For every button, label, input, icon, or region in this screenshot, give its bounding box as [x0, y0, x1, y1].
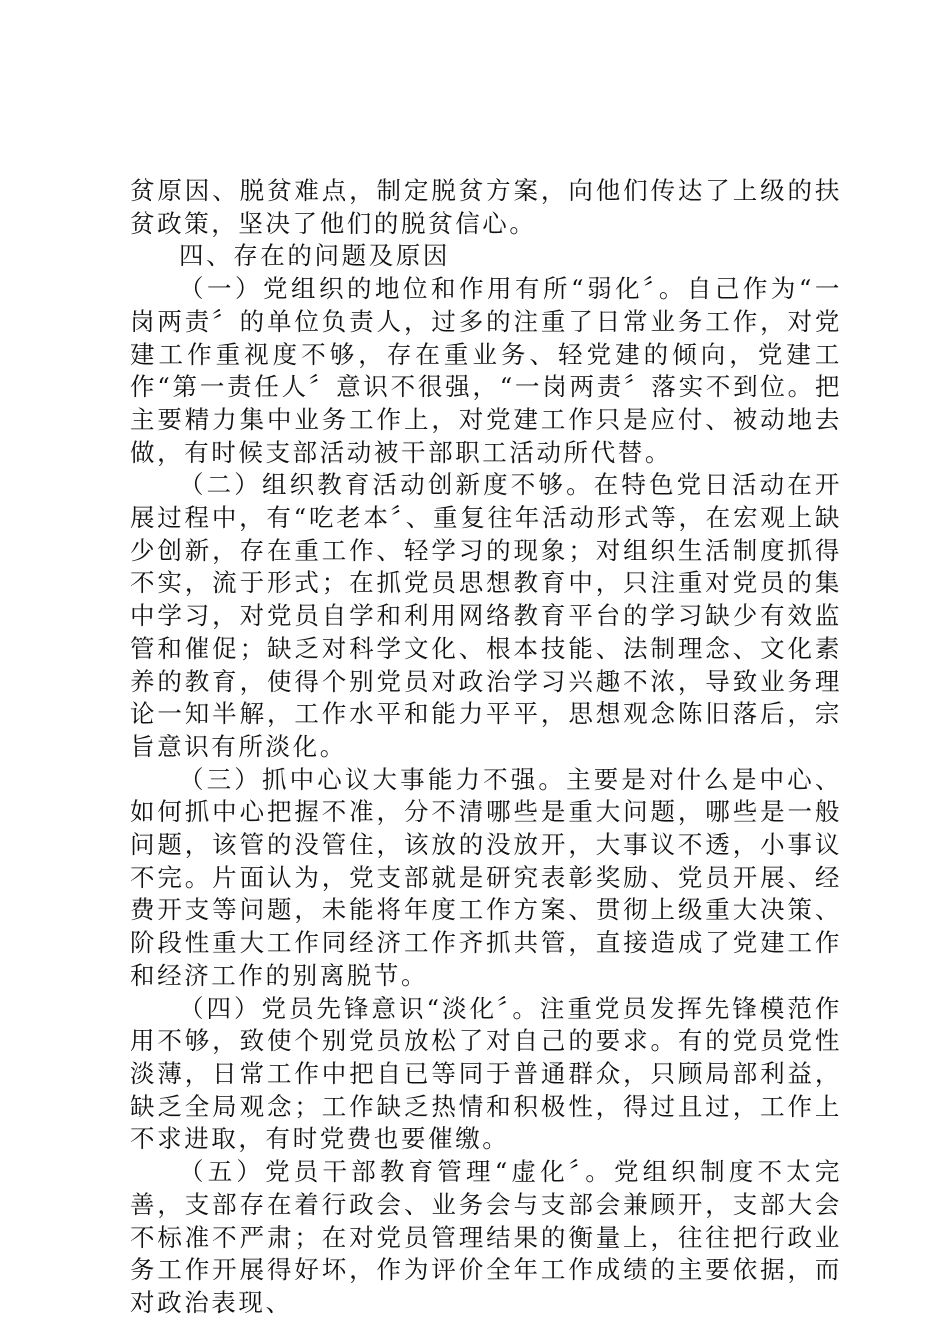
- paragraph-item-4: （四）党员先锋意识“淡化〞。注重党员发挥先锋模范作用不够，致使个别党员放松了对自己的要求。有的党员党性淡薄，日常工作中把自已等同于普通群众，只顾局部利益，缺乏全局观念；工作缺乏热情和积极性，得过且过，工作上不求进取，有时党费也要催缴。: [130, 993, 842, 1154]
- paragraph-continuation: 贫原因、脱贫难点，制定脱贫方案，向他们传达了上级的扶贫政策，坚决了他们的脱贫信心。: [130, 176, 842, 238]
- paragraph-item-1: （一）党组织的地位和作用有所“弱化〞。自己作为“一岗两责〞的单位负责人，过多的注重了日常业务工作，对党建工作重视度不够，存在重业务、轻党建的倾向，党建工作“第一责任人〞意识不很强，“一岗两责〞落实不到位。把主要精力集中业务工作上，对党建工作只是应付、被动地去做，有时候支部活动被干部职工活动所代替。: [130, 274, 842, 467]
- document-body: [130, 175, 842, 1320]
- section-heading-problems: 四、存在的问题及原因: [179, 241, 450, 271]
- paragraph-item-2: （二）组织教育活动创新度不够。在特色党日活动在开展过程中，有“吃老本〞、重复往年活动形式等，在宏观上缺少创新，存在重工作、轻学习的现象；对组织生活制度抓得不实，流于形式；在抓党员思想教育中，只注重对党员的集中学习，对党员自学和利用网络教育平台的学习缺少有效监管和催促；缺乏对科学文化、根本技能、法制理念、文化素养的教育，使得个别党员对政治学习兴趣不浓，导致业务理论一知半解，工作水平和能力平平，思想观念陈旧落后，宗旨意识有所淡化。: [130, 470, 842, 761]
- paragraph-item-3: （三）抓中心议大事能力不强。主要是对什么是中心、如何抓中心把握不准，分不清哪些是重大问题，哪些是一般问题，该管的没管住，该放的没放开，大事议不透，小事议不完。片面认为，党支部就是研究表彰奖励、党员开展、经费开支等问题，未能将年度工作方案、贯彻上级重大决策、阶段性重大工作同经济工作齐抓共管，直接造成了党建工作和经济工作的别离脱节。: [130, 764, 842, 990]
- paragraph-item-5: （五）党员干部教育管理“虚化〞。党组织制度不太完善，支部存在着行政会、业务会与支部会兼顾开，支部大会不标准不严肃；在对党员管理结果的衡量上，往往把行政业务工作开展得好坏，作为评价全年工作成绩的主要依据，而对政治表现、: [130, 1157, 842, 1317]
